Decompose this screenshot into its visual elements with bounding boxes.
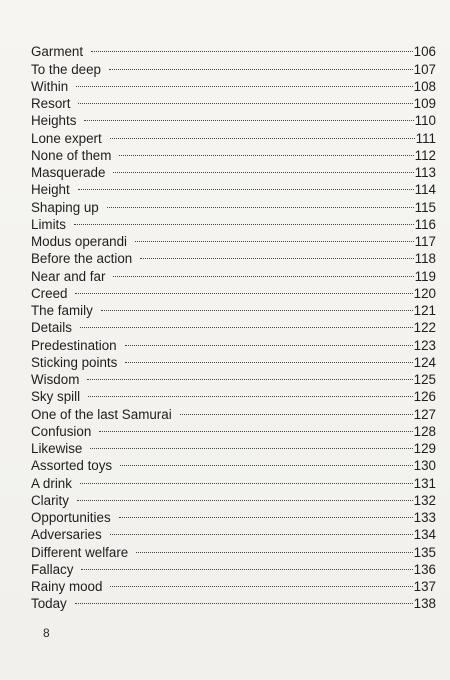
- dot-leader: [110, 522, 413, 539]
- toc-entry-page-number: 113: [414, 165, 436, 180]
- dot-leader: [140, 246, 413, 263]
- dot-leader: [107, 194, 414, 211]
- toc-entry-title: Limits: [31, 216, 66, 232]
- toc-entry-page-number: 125: [413, 372, 436, 387]
- toc-entry-page-number: 115: [414, 199, 436, 215]
- dot-leader: [78, 91, 412, 108]
- toc-entry-page-number: 130: [413, 458, 436, 474]
- dot-leader: [113, 263, 413, 280]
- toc-entry-page-number: 138: [413, 596, 436, 612]
- dot-leader: [84, 108, 413, 125]
- dot-leader: [125, 332, 413, 349]
- toc-entry-page-number: 137: [413, 579, 436, 594]
- toc-entry: [31, 315, 436, 336]
- toc-entry-title: Within: [31, 78, 69, 94]
- toc-entry-title: Different welfare: [31, 544, 129, 560]
- toc-entry-page-number: 121: [413, 303, 436, 318]
- page-number: 8: [43, 626, 50, 640]
- toc-entry-title: Shaping up: [31, 199, 99, 215]
- toc-entry: [31, 574, 436, 594]
- toc-entry-title: Opportunities: [31, 510, 111, 525]
- toc-entry-title: Sky spill: [31, 389, 81, 405]
- dot-leader: [136, 539, 412, 556]
- toc-entry-page-number: 128: [413, 423, 436, 439]
- dot-leader: [180, 401, 413, 418]
- dot-leader: [75, 591, 413, 608]
- toc-entry-title: Sticking points: [31, 354, 118, 370]
- toc-entry: [31, 177, 436, 198]
- toc-entry-page-number: 111: [415, 130, 436, 146]
- dot-leader: [110, 125, 415, 142]
- dot-leader: [109, 56, 413, 73]
- dot-leader: [113, 160, 413, 177]
- toc-entry-page-number: 116: [414, 216, 436, 232]
- toc-entry-page-number: 134: [413, 527, 436, 543]
- toc-entry: [31, 453, 436, 474]
- dot-leader: [110, 574, 412, 591]
- toc-entry: [31, 332, 436, 353]
- toc-entry-page-number: 124: [413, 354, 436, 370]
- toc-entry-page-number: 118: [414, 251, 436, 267]
- toc-entry: [31, 591, 436, 612]
- dot-leader: [125, 350, 412, 367]
- toc-entry-title: To the deep: [31, 61, 101, 77]
- toc-entry-title: Likewise: [31, 441, 83, 456]
- dot-leader: [80, 470, 413, 487]
- toc-entry-page-number: 107: [413, 61, 436, 77]
- toc-entry-title: Wisdom: [31, 372, 80, 387]
- toc-entry: [31, 505, 436, 525]
- dot-leader: [87, 367, 412, 384]
- toc-entry: [31, 56, 436, 77]
- dot-leader: [75, 281, 412, 298]
- dot-leader: [99, 419, 412, 436]
- toc-entry-title: Confusion: [31, 423, 92, 439]
- toc-entry: [31, 91, 436, 111]
- dot-leader: [77, 488, 413, 505]
- dot-leader: [76, 74, 412, 91]
- toc-entry-page-number: 135: [413, 544, 436, 560]
- toc-entry-title: Assorted toys: [31, 458, 113, 474]
- toc-entry-page-number: 133: [413, 510, 436, 525]
- toc-entry-title: Before the action: [31, 251, 133, 267]
- dot-leader: [135, 229, 414, 246]
- toc-entry: [31, 39, 436, 60]
- toc-entry-page-number: 129: [413, 441, 436, 456]
- toc-entry-page-number: 131: [413, 475, 436, 491]
- toc-entry-title: Masquerade: [31, 165, 106, 180]
- dot-leader: [88, 384, 413, 401]
- dot-leader: [78, 177, 414, 194]
- toc-entry: [31, 436, 436, 456]
- toc-entry-page-number: 122: [413, 320, 436, 336]
- toc-entry: [31, 194, 436, 215]
- toc-entry: [31, 125, 436, 146]
- toc-entry: [31, 229, 436, 249]
- toc-entry-title: Fallacy: [31, 561, 74, 577]
- toc-entry-title: Lone expert: [31, 130, 102, 146]
- toc-entry: [31, 401, 436, 422]
- toc-entry-title: Adversaries: [31, 527, 102, 543]
- toc-entry-page-number: 110: [414, 113, 436, 129]
- dot-leader: [90, 436, 412, 453]
- toc-entry-page-number: 106: [413, 44, 436, 60]
- toc-entry: [31, 470, 436, 491]
- toc-entry-title: Modus operandi: [31, 234, 128, 249]
- table-of-contents: [31, 39, 436, 612]
- toc-entry: [31, 281, 436, 301]
- toc-entry-title: Predestination: [31, 337, 117, 353]
- dot-leader: [80, 315, 413, 332]
- dot-leader: [101, 298, 413, 315]
- dot-leader: [120, 453, 413, 470]
- toc-entry: [31, 488, 436, 508]
- dot-leader: [119, 143, 413, 160]
- dot-leader: [119, 505, 413, 522]
- toc-entry: [31, 298, 436, 318]
- toc-entry-title: Today: [31, 596, 67, 612]
- toc-entry-page-number: 120: [413, 285, 436, 301]
- toc-entry-title: The family: [31, 303, 93, 318]
- toc-entry-title: Rainy mood: [31, 579, 103, 594]
- toc-entry-page-number: 117: [414, 234, 436, 249]
- dot-leader: [91, 39, 413, 56]
- toc-entry-page-number: 136: [413, 561, 436, 577]
- toc-entry-page-number: 108: [413, 78, 436, 94]
- toc-entry-page-number: 109: [413, 96, 436, 111]
- toc-entry-page-number: 126: [413, 389, 436, 405]
- toc-entry: [31, 212, 436, 232]
- toc-entry-title: Garment: [31, 44, 84, 60]
- toc-entry-title: A drink: [31, 475, 72, 491]
- toc-entry: [31, 384, 436, 405]
- toc-entry-title: Clarity: [31, 492, 69, 508]
- toc-entry-title: One of the last Samurai: [31, 406, 172, 422]
- toc-entry-title: Resort: [31, 96, 71, 111]
- toc-entry-title: Heights: [31, 113, 77, 129]
- toc-entry: [31, 557, 436, 577]
- toc-entry-title: Creed: [31, 285, 68, 301]
- toc-entry: [31, 367, 436, 387]
- toc-entry-page-number: 114: [414, 182, 436, 198]
- toc-entry-page-number: 132: [413, 492, 436, 508]
- toc-entry-page-number: 112: [414, 147, 436, 163]
- toc-entry-title: None of them: [31, 147, 112, 163]
- toc-entry-page-number: 123: [413, 337, 436, 353]
- dot-leader: [74, 212, 414, 229]
- toc-entry-title: Details: [31, 320, 72, 336]
- toc-entry: [31, 108, 436, 129]
- toc-entry-title: Height: [31, 182, 70, 198]
- toc-entry: [31, 74, 436, 94]
- toc-entry-title: Near and far: [31, 268, 106, 284]
- dot-leader: [81, 557, 412, 574]
- toc-entry-page-number: 127: [413, 406, 436, 422]
- toc-entry-page-number: 119: [414, 268, 436, 284]
